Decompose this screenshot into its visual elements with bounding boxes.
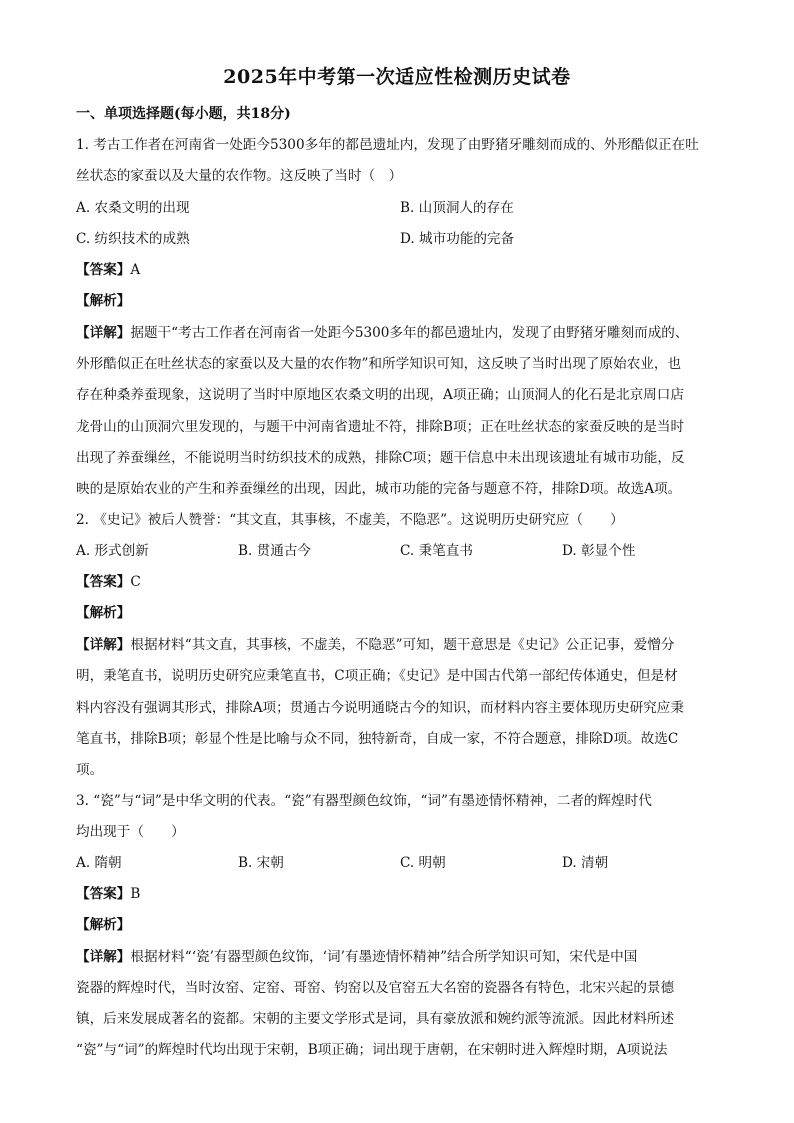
q3-detail-line-4: “瓷”与“词”的辉煌时代均出现于宋朝，B项正确；词出现于唐朝，在宋朝时进入辉煌时期，A项说法 <box>76 1042 668 1058</box>
q1-analysis-tag: 【解析】 <box>76 293 131 309</box>
q1-detail-line-4: 龙骨山的山顶洞穴里发现的，与题干中河南省遗址不符，排除B项；正在吐丝状态的家蚕反映的是当时 <box>76 419 685 435</box>
q2-detail-text-1: 根据材料“其文直，其事核，不虚美，不隐恶”可知，题干意思是《史记》公正记事，爱憎分 <box>130 637 675 653</box>
q2-option-d: D. 彰显个性 <box>562 543 636 559</box>
q3-detail-tag: 【详解】 <box>76 949 131 965</box>
q3-option-c: C. 明朝 <box>400 855 446 871</box>
q3-answer-tag: 【答案】 <box>76 886 131 902</box>
q2-detail-line-2: 明，秉笔直书，说明历史研究应秉笔直书，C项正确；《史记》是中国古代第一部纪传体通史，但是材 <box>76 668 678 684</box>
section-heading: 一、单项选择题(每小题，共18分) <box>76 106 291 122</box>
q1-option-c: C. 纺织技术的成熟 <box>76 231 190 247</box>
q2-detail-line-1 <box>76 637 724 653</box>
q2-detail-line-3: 料内容没有强调其形式，排除A项；贯通古今说明通晓古今的知识，而材料内容主要体现历史研究应秉 <box>76 700 684 716</box>
q1-answer <box>76 262 724 278</box>
q3-answer <box>76 886 724 902</box>
q2-option-c: C. 秉笔直书 <box>400 543 473 559</box>
q2-option-a: A. 形式创新 <box>76 543 149 559</box>
q3-option-a: A. 隋朝 <box>76 855 122 871</box>
q3-option-d: D. 清朝 <box>562 855 609 871</box>
q3-option-b: B. 宋朝 <box>238 855 284 871</box>
q2-detail-line-4: 笔直书，排除B项；彰显个性是比喻与众不同，独特新奇，自成一家，不符合题意，排除D项。故选C <box>76 731 679 747</box>
q2-detail-tag: 【详解】 <box>76 637 131 653</box>
q1-detail-line-3: 存在种桑养蚕现象，这说明了当时中原地区农桑文明的出现，A项正确；山顶洞人的化石是北京周口店 <box>76 387 684 403</box>
q3-answer-value: B <box>130 886 141 902</box>
q1-detail-line-2: 外形酷似正在吐丝状态的家蚕以及大量的农作物”和所学知识可知，这反映了当时出现了原始农业，也 <box>76 356 682 372</box>
q2-stem-line-1: 2. 《史记》被后人赞誉：“其文直，其事核，不虚美，不隐恶”。这说明历史研究应（ ） <box>76 512 624 528</box>
q1-detail-line-6: 映的是原始农业的产生和养蚕缫丝的出现，因此，城市功能的完备与题意不符，排除D项。故选A项。 <box>76 481 682 497</box>
q1-detail-line-5: 出现了养蚕缫丝，不能说明当时纺织技术的成熟，排除C项；题干信息中未出现该遗址有城市功能，反 <box>76 450 685 466</box>
q3-stem-line-2: 均出现于（ ） <box>76 824 185 840</box>
q2-answer <box>76 574 724 590</box>
q3-stem-line-1: 3. “瓷”与“词”是中华文明的代表。“瓷”有器型颜色纹饰，“词”有墨迹情怀精神，二者的辉煌时代 <box>76 793 652 809</box>
q2-option-b: B. 贯通古今 <box>238 543 312 559</box>
q1-detail-tag: 【详解】 <box>76 325 131 341</box>
q1-stem-line-2: 丝状态的家蚕以及大量的农作物。这反映了当时（ ） <box>76 168 403 184</box>
q3-detail-text-1: 根据材料“‘瓷’有器型颜色纹饰，‘词’有墨迹情怀精神”结合所学知识可知，宋代是中国 <box>130 949 638 965</box>
q1-answer-value: A <box>130 262 141 278</box>
q3-detail-line-1 <box>76 949 724 965</box>
q2-answer-tag: 【答案】 <box>76 574 131 590</box>
q3-analysis-tag: 【解析】 <box>76 917 131 933</box>
q1-option-a: A. 农桑文明的出现 <box>76 200 190 216</box>
q1-detail-line-1 <box>76 325 724 341</box>
q2-detail-line-5: 项。 <box>76 762 104 778</box>
q2-analysis-tag: 【解析】 <box>76 605 131 621</box>
q3-detail-line-2: 瓷器的辉煌时代，当时汝窑、定窑、哥窑、钧窑以及官窑五大名窑的瓷器各有特色，北宋兴起的景德 <box>76 980 675 996</box>
q1-detail-text-1: 据题干“考古工作者在河南省一处距今5300多年的都邑遗址内，发现了由野猪牙雕刻而成的、 <box>130 325 689 341</box>
page-title: 2025年中考第一次适应性检测历史试卷 <box>223 66 571 88</box>
q1-answer-tag: 【答案】 <box>76 262 131 278</box>
q3-detail-line-3: 镇，后来发展成著名的瓷都。宋朝的主要文学形式是词，具有豪放派和婉约派等流派。因此材料所述 <box>76 1011 675 1027</box>
q1-stem-line-1: 1. 考古工作者在河南省一处距今5300多年的都邑遗址内，发现了由野猪牙雕刻而成的、外形酷似正在吐 <box>76 137 699 153</box>
q2-answer-value: C <box>130 574 141 590</box>
q1-option-d: D. 城市功能的完备 <box>400 231 515 247</box>
q1-option-b: B. 山顶洞人的存在 <box>400 200 514 216</box>
